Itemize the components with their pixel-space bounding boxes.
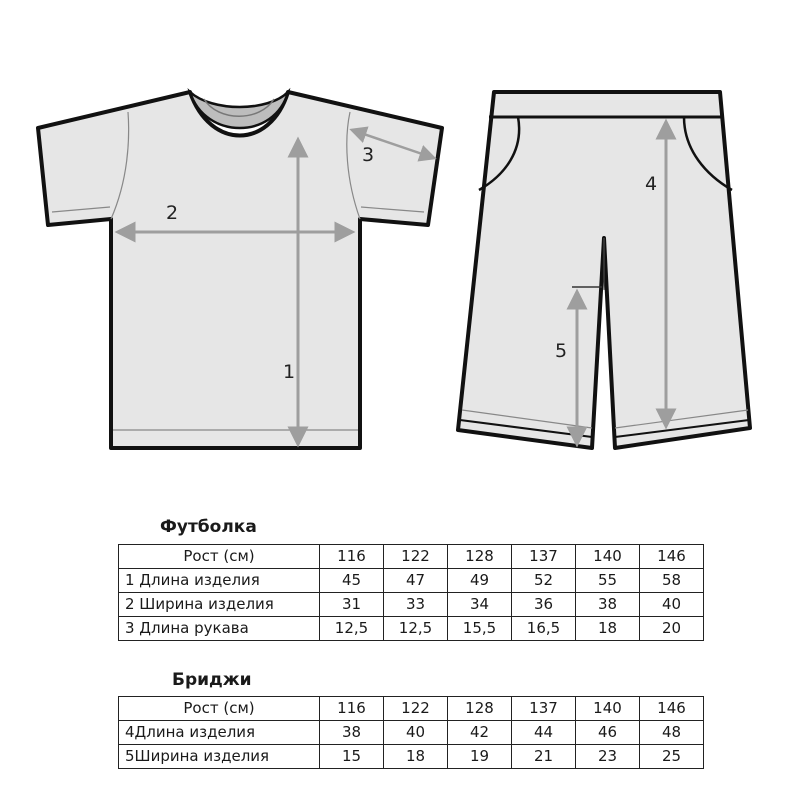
tshirt-table-title: Футболка	[160, 517, 257, 537]
value-cell: 23	[576, 745, 640, 769]
shorts-size-table	[118, 696, 704, 769]
value-cell: 40	[640, 593, 704, 617]
value-cell: 12,5	[320, 617, 384, 641]
value-cell: 36	[512, 593, 576, 617]
value-cell: 12,5	[384, 617, 448, 641]
size-cell: 140	[576, 697, 640, 721]
value-cell: 49	[448, 569, 512, 593]
label-2: 2	[166, 202, 179, 224]
value-cell: 25	[640, 745, 704, 769]
table-row	[119, 745, 704, 769]
value-cell: 40	[384, 721, 448, 745]
value-cell: 31	[320, 593, 384, 617]
table-row	[119, 593, 704, 617]
row-label: 1 Длина изделия	[119, 569, 320, 593]
size-cell: 128	[448, 545, 512, 569]
size-cell: 137	[512, 545, 576, 569]
value-cell: 34	[448, 593, 512, 617]
value-cell: 33	[384, 593, 448, 617]
value-cell: 42	[448, 721, 512, 745]
table-header-cell: Рост (см)	[119, 697, 320, 721]
value-cell: 44	[512, 721, 576, 745]
value-cell: 55	[576, 569, 640, 593]
row-label: 3 Длина рукава	[119, 617, 320, 641]
table-row	[119, 569, 704, 593]
tshirt-body	[38, 92, 442, 448]
value-cell: 18	[384, 745, 448, 769]
value-cell: 45	[320, 569, 384, 593]
size-cell: 122	[384, 545, 448, 569]
value-cell: 38	[320, 721, 384, 745]
value-cell: 20	[640, 617, 704, 641]
size-cell: 140	[576, 545, 640, 569]
value-cell: 58	[640, 569, 704, 593]
value-cell: 18	[576, 617, 640, 641]
size-cell: 146	[640, 545, 704, 569]
table-header-cell: Рост (см)	[119, 545, 320, 569]
table-row	[119, 545, 704, 569]
size-cell: 137	[512, 697, 576, 721]
value-cell: 15	[320, 745, 384, 769]
value-cell: 38	[576, 593, 640, 617]
value-cell: 19	[448, 745, 512, 769]
value-cell: 16,5	[512, 617, 576, 641]
table-row	[119, 617, 704, 641]
shorts-table-title: Бриджи	[172, 670, 252, 690]
tshirt-drawing	[38, 92, 442, 448]
value-cell: 15,5	[448, 617, 512, 641]
size-cell: 128	[448, 697, 512, 721]
value-cell: 47	[384, 569, 448, 593]
value-cell: 46	[576, 721, 640, 745]
label-3: 3	[362, 144, 375, 166]
row-label: 5Ширина изделия	[119, 745, 320, 769]
size-cell: 122	[384, 697, 448, 721]
shorts-drawing	[458, 92, 750, 448]
row-label: 2 Ширина изделия	[119, 593, 320, 617]
label-1: 1	[283, 361, 296, 383]
value-cell: 52	[512, 569, 576, 593]
size-cell: 116	[320, 545, 384, 569]
size-cell: 146	[640, 697, 704, 721]
label-5: 5	[555, 340, 568, 362]
table-row	[119, 697, 704, 721]
size-cell: 116	[320, 697, 384, 721]
tshirt-size-table	[118, 544, 704, 641]
label-4: 4	[645, 173, 658, 195]
value-cell: 48	[640, 721, 704, 745]
value-cell: 21	[512, 745, 576, 769]
table-row	[119, 721, 704, 745]
row-label: 4Длина изделия	[119, 721, 320, 745]
